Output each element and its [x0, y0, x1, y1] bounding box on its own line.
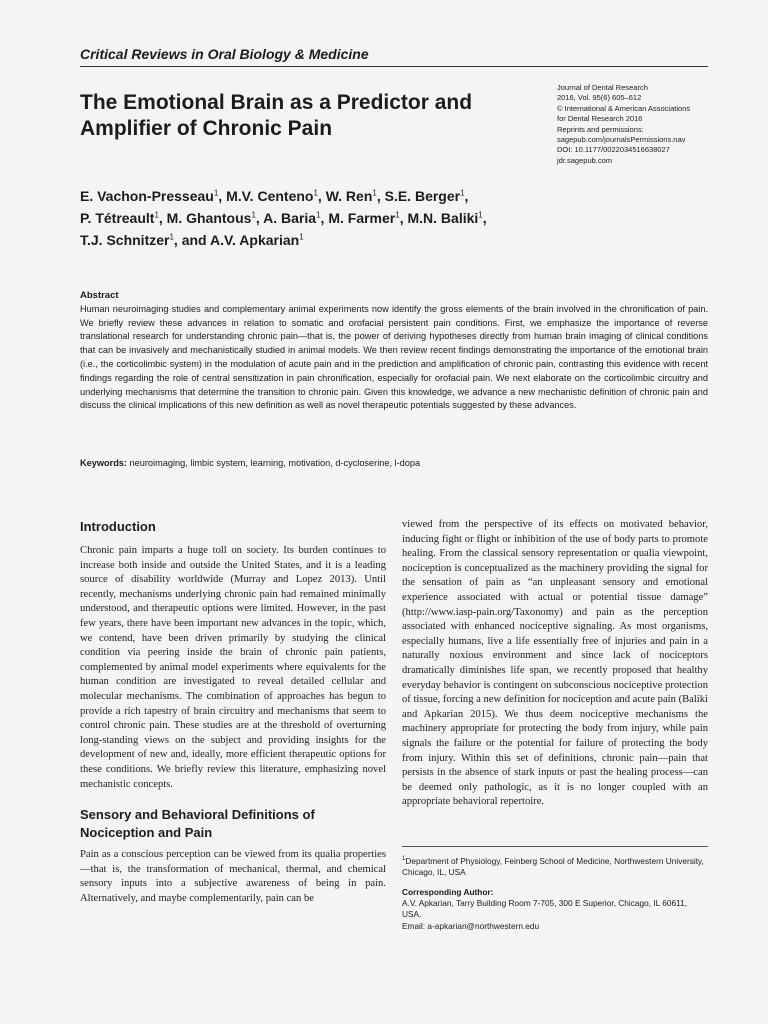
author: W. Ren$^1$,	[325, 188, 385, 204]
author: M.N. Baliki$^1$,	[407, 210, 487, 226]
introduction-heading: Introduction	[80, 519, 156, 534]
meta-doi[interactable]: DOI: 10.1177/0022034516638027	[557, 145, 670, 155]
article-title: The Emotional Brain as a Predictor and Amplifier of Chronic Pain	[80, 91, 473, 140]
footnotes	[402, 846, 708, 932]
corresponding-author-email[interactable]: Email: a-apkarian@northwestern.edu	[402, 920, 540, 931]
author: M. Ghantous$^1$,	[166, 210, 264, 226]
introduction-text: Chronic pain imparts a huge toll on society. Its burden continues to increase both inside and outside the United States, and it is a leading source of disability worldwide (Murray and Lopez 2013). Until recently, mechanisms underlying chronic pain had remained minimally understood, and therapeutic options were limited. However, in the past few years, there have been important new advances in the topic, which, we contend, have been driven primarily by studying the clinical condition via peering inside the brain of chronic pain patients, complemented by animal model experiments where equivalents for the human condition are investigated to reveal detailed cellular and molecular mechanisms. The combination of approaches has begun to provide a rich tapestry of brain circuitry and mechanisms that seem to control chronic pain. These studies are at the threshold of overturning long-standing views on the subject and providing insights for the development of new and, ideally, more efficient therapeutic options for these conditions. We briefly review this literature, emphasizing novel mechanistic concepts.	[80, 545, 386, 790]
author: M. Farmer$^1$,	[328, 210, 408, 226]
keywords-text: neuroimaging, limbic system, learning, motivation, d-cycloserine, l-dopa	[129, 458, 421, 468]
author: S.E. Berger$^1$,	[384, 188, 469, 204]
meta-copyright-cont: for Dental Research 2016	[557, 114, 643, 124]
keywords-label: Keywords:	[80, 458, 127, 468]
meta-site-link[interactable]: jdr.sagepub.com	[557, 155, 613, 165]
meta-permissions-link[interactable]: sagepub.com/journalsPermissions.nav	[557, 135, 686, 145]
corresponding-author-address: A.V. Apkarian, Tarry Building Room 7-705, 300 E Superior, Chicago, IL 60611, USA.	[402, 897, 688, 920]
abstract-heading: Abstract	[80, 290, 119, 301]
keywords	[80, 458, 708, 468]
abstract-text: Human neuroimaging studies and complementary animal experiments now identify the gross elements of the brain involved in the chronification of pain. We briefly review these advances in relation to somatic and orofacial persistent pain conditions. First, we emphasize the importance of reverse translational research for understanding chronic pain—that is, the power of deriving hypotheses directly from human brain imaging of clinical conditions that can be invasively and mechanistically studied in animal models. We then review recent findings demonstrating the importance of the emotional brain (i.e., the corticolimbic system) in the modulation of acute pain and in the prediction and amplification of chronic pain, contrasting this evidence with recent findings regarding the role of central sensitization in pain chronification, especially for orofacial pain. We next elaborate on the corticolimbic circuitry and underlying mechanisms that determine the transition to chronic pain. Given this knowledge, we advance a new mechanistic definition of chronic pain and discuss the clinical implications of this new definition as well as novel therapeutic potentials suggested by these advances.	[80, 303, 708, 411]
author: E. Vachon-Presseau$^1$,	[80, 188, 227, 204]
meta-copyright: © International & American Associations	[557, 103, 691, 113]
section-text: Pain as a conscious perception can be viewed from its qualia properties—that is, the transformation of mechanical, thermal, and chemical sensory inputs into a subjective awareness of being in pain. Alternatively, and maybe complementarily, pain can be	[80, 849, 386, 904]
meta-volume: 2016, Vol. 95(6) 605–612	[557, 93, 642, 103]
author: A.V. Apkarian$^1$	[209, 232, 304, 248]
journal-name: Critical Reviews in Oral Biology & Medicine	[80, 46, 708, 67]
publication-metadata	[557, 83, 717, 166]
meta-journal: Journal of Dental Research	[557, 83, 648, 92]
meta-reprints: Reprints and permissions:	[557, 124, 644, 134]
affiliation-note: $^1$Department of Physiology, Feinberg School of Medicine, Northwestern University, Chicago, IL, USA	[402, 855, 704, 878]
author: P. Tétreault$^1$,	[80, 210, 167, 226]
left-column	[80, 518, 386, 906]
abstract	[80, 289, 708, 413]
section-text-continued: viewed from the perspective of its effects on motivated behavior, inducing fight or flight or inhibition of the use of body parts to promote healing. From the classical sensory representation or qualia viewpoint, nociception is conceptualized as the machinery providing the signal for the sensation of pain as “an unpleasant sensory and emotional experience associated with actual or potential tissue damage” (http://www.iasp-pain.org/Taxonomy) and pain as the perception associated with enhanced nociceptive signaling. As most organisms, especially humans, live a life essentially free of injuries and pain in a naturally noxious environment and since lack of nociceptors dramatically diminishes life span, we recently proposed that healthy everyday behavior is contingent on subconscious nociceptive protection of tissue, forcing a new definition for nociception and acute pain (Baliki and Apkarian 2015). We thus deem nociceptive mechanisms the machinery appropriate for protecting the body from injury, while pain signals the failure or the potential for failure of protecting the body from injury. Within this set of definitions, chronic pain—pain that persists in the absence of stark inputs or past the healing process—can be deemed only pathologic, as it is no longer coupled with an appropriate behavioral repertoire.	[402, 519, 708, 808]
author: M.V. Centeno$^1$,	[226, 188, 326, 204]
author: A. Baria$^1$,	[263, 210, 329, 226]
right-column	[402, 518, 708, 810]
corresponding-author-heading: Corresponding Author:	[402, 886, 494, 897]
section-heading: Sensory and Behavioral Definitions of Nociception and Pain	[80, 807, 315, 841]
author-list	[80, 185, 640, 251]
author: T.J. Schnitzer$^1$, and	[80, 232, 210, 248]
